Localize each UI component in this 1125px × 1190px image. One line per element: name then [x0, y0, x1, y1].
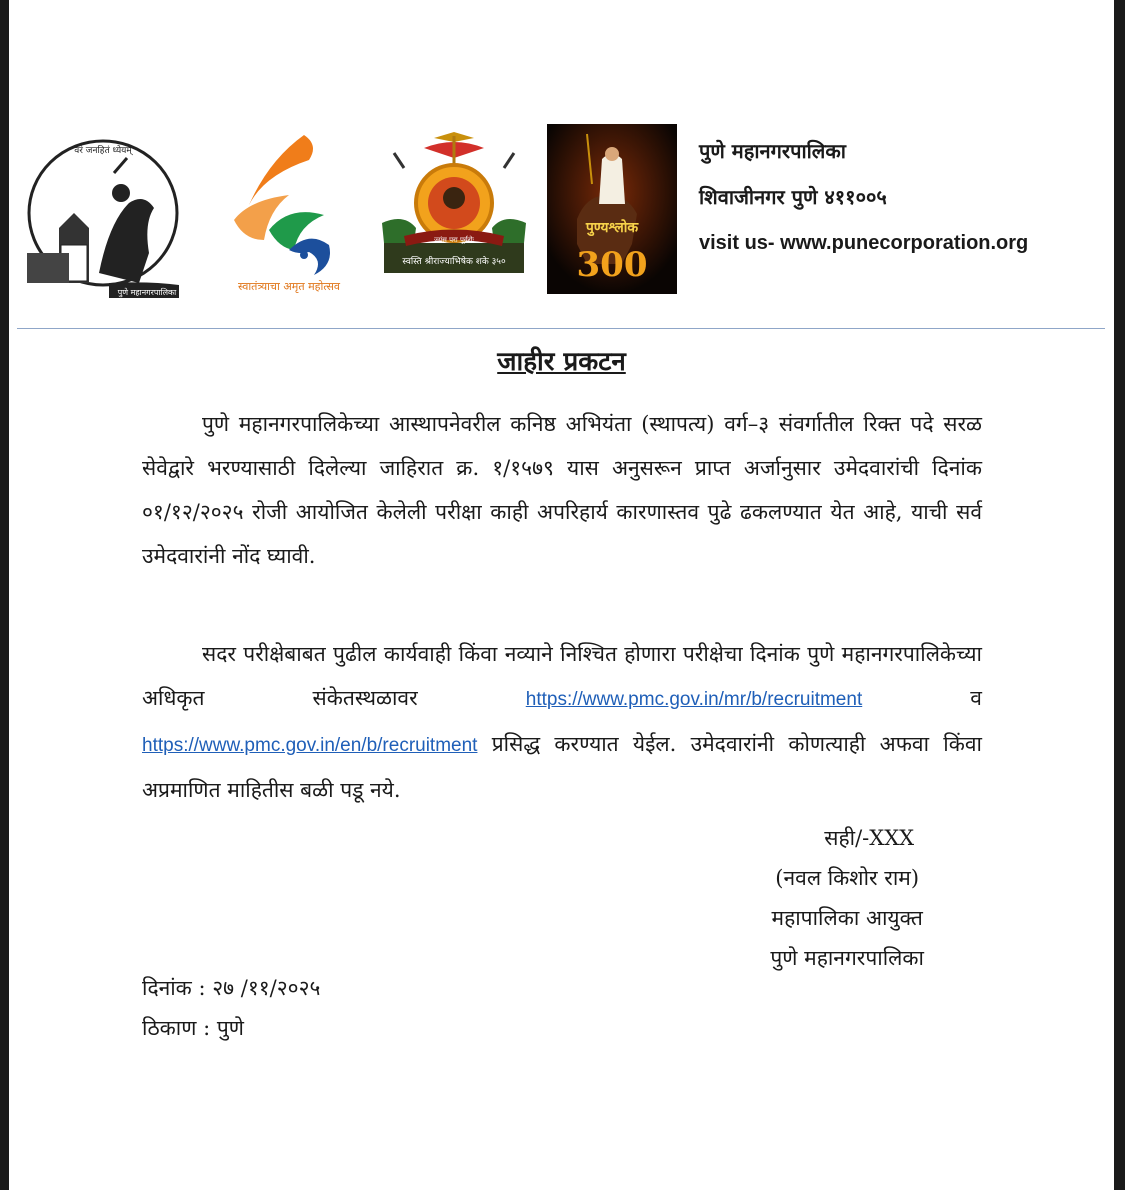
- org-website: visit us- www.punecorporation.org: [699, 232, 1029, 254]
- paragraph-2-text-b: व: [970, 686, 982, 710]
- notice-paragraph-2: [142, 632, 982, 812]
- pmc-label-text: पुणे महानगरपालिका: [117, 288, 177, 297]
- amrit-caption-text: स्वातंत्र्याचा अमृत महोत्सव: [237, 280, 341, 293]
- org-name: पुणे महानगरपालिका: [699, 139, 846, 163]
- org-address: शिवाजीनगर पुणे ४११००५: [699, 185, 887, 209]
- notice-footer: [142, 968, 320, 1048]
- pmc-emblem-logo: [19, 133, 187, 303]
- shivrajyabhishek-logo: [374, 128, 534, 283]
- document-page: [9, 0, 1114, 1190]
- recruitment-link-english[interactable]: https://www.pmc.gov.in/en/b/recruitment: [142, 735, 478, 756]
- punyashlok-number-text: 300: [576, 245, 648, 285]
- shivrajyabhishek-ribbon-text: ज्यंस परा पूर्वरोः: [434, 236, 474, 244]
- signatory-designation: महापालिका आयुक्त: [771, 906, 923, 930]
- signatory-name: (नवल किशोर राम): [775, 866, 920, 890]
- notice-title: जाहीर प्रकटन: [497, 347, 626, 377]
- recruitment-link-marathi[interactable]: https://www.pmc.gov.in/mr/b/recruitment: [525, 689, 863, 710]
- header-info: [699, 128, 1099, 266]
- paragraph-2-text-a: सदर परीक्षेबाबत पुढील कार्यवाही किंवा नव्याने निश्चित होणारा परीक्षेचा दिनांक पुणे महानगरपालिकेच्या अधिकृत संकेतस्थळावर: [142, 642, 982, 710]
- header-divider: [17, 328, 1105, 329]
- paragraph-2-text-c: प्रसिद्ध करण्यात येईल. उमेदवारांनी कोणत्याही अफवा किंवा अप्रमाणित माहितीस बळी पडू नये.: [142, 732, 982, 802]
- shivrajyabhishek-caption-text: स्वस्ति श्रीराज्याभिषेक शके ३५०: [402, 257, 506, 267]
- signature-block: [770, 818, 924, 978]
- notice-paragraph-1: पुणे महानगरपालिकेच्या आस्थापनेवरील कनिष्ठ अभियंता (स्थापत्य) वर्ग–३ संवर्गातील रिक्त पदे सरळ सेवेद्वारे भरण्यासाठी दिलेल्या जाहिरात क्र. १/१५७९ यास अनुसरून प्राप्त अर्जानुसार उमेदवारांची दिनांक ०१/१२/२०२५ रोजी आयोजित केलेली परीक्षा काही अपरिहार्य कारणास्तव पुढे ढकलण्यात येत आहे, याची सर्व उमेदवारांनी नोंद घ्यावी.: [142, 412, 983, 568]
- signatory-office: पुणे महानगरपालिका: [770, 946, 924, 970]
- pmc-motto-text: वरं जनहितं ध्येयम्: [74, 146, 132, 156]
- punyashlok-title-text: पुण्यश्लोक: [585, 220, 639, 236]
- notice-date: दिनांक : २७ /११/२०२५: [142, 976, 321, 1000]
- notice-place: ठिकाण : पुणे: [142, 1016, 244, 1040]
- amrit-mahotsav-logo: [209, 130, 369, 300]
- punyashlok-300-logo: [547, 124, 677, 294]
- signature-line: सही/-XXX: [824, 826, 915, 850]
